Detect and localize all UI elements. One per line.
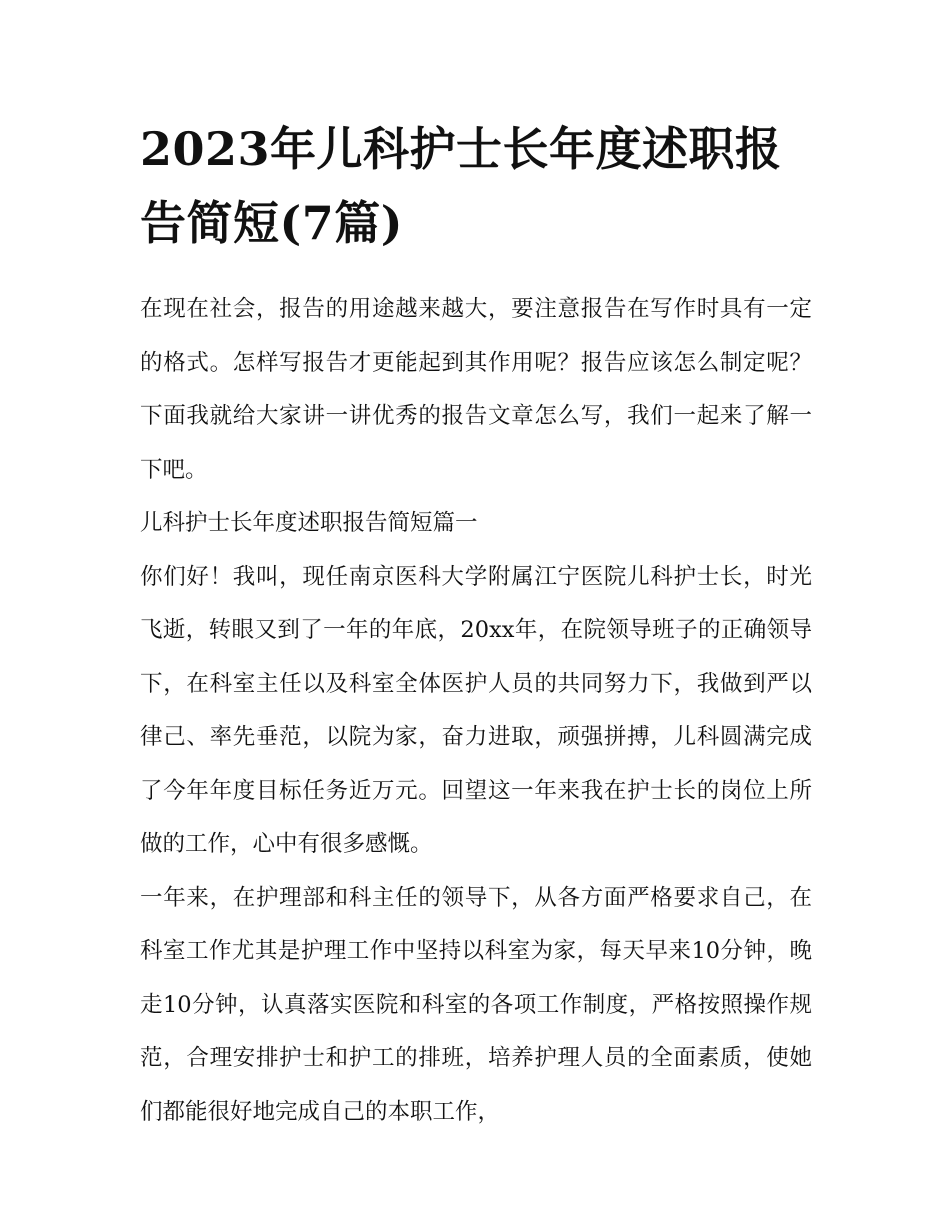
document-content — [140, 112, 812, 1139]
body-paragraph: 你们好！我叫，现任南京医科大学附属江宁医院儿科护士长，时光飞逝，转眼又到了一年的年底，20xx年，在院领导班子的正确领导下，在科室主任以及科室全体医护人员的共同努力下，我做到严以律己、率先垂范，以院为家，奋力进取，顽强拼搏，儿科圆满完成了今年年度目标任务近万元。回望这一年来我在护士长的岗位上所做的工作，心中有很多感慨。 — [140, 563, 812, 857]
section-heading: 儿科护士长年度述职报告简短篇一 — [140, 510, 478, 536]
document-body — [140, 283, 812, 1139]
intro-paragraph: 在现在社会，报告的用途越来越大，要注意报告在写作时具有一定的格式。怎样写报告才更能起到其作用呢？报告应该怎么制定呢？下面我就给大家讲一讲优秀的报告文章怎么写，我们一起来了解一下吧。 — [140, 296, 812, 483]
body-paragraph: 一年来，在护理部和科主任的领导下，从各方面严格要求自己，在科室工作尤其是护理工作中坚持以科室为家，每天早来10分钟，晚走10分钟，认真落实医院和科室的各项工作制度，严格按照操作规范，合理安排护士和护工的排班，培养护理人员的全面素质，使她们都能很好地完成自己的本职工作， — [140, 884, 812, 1125]
document-title: 2023年儿科护士长年度述职报告简短(7篇) — [140, 122, 782, 250]
